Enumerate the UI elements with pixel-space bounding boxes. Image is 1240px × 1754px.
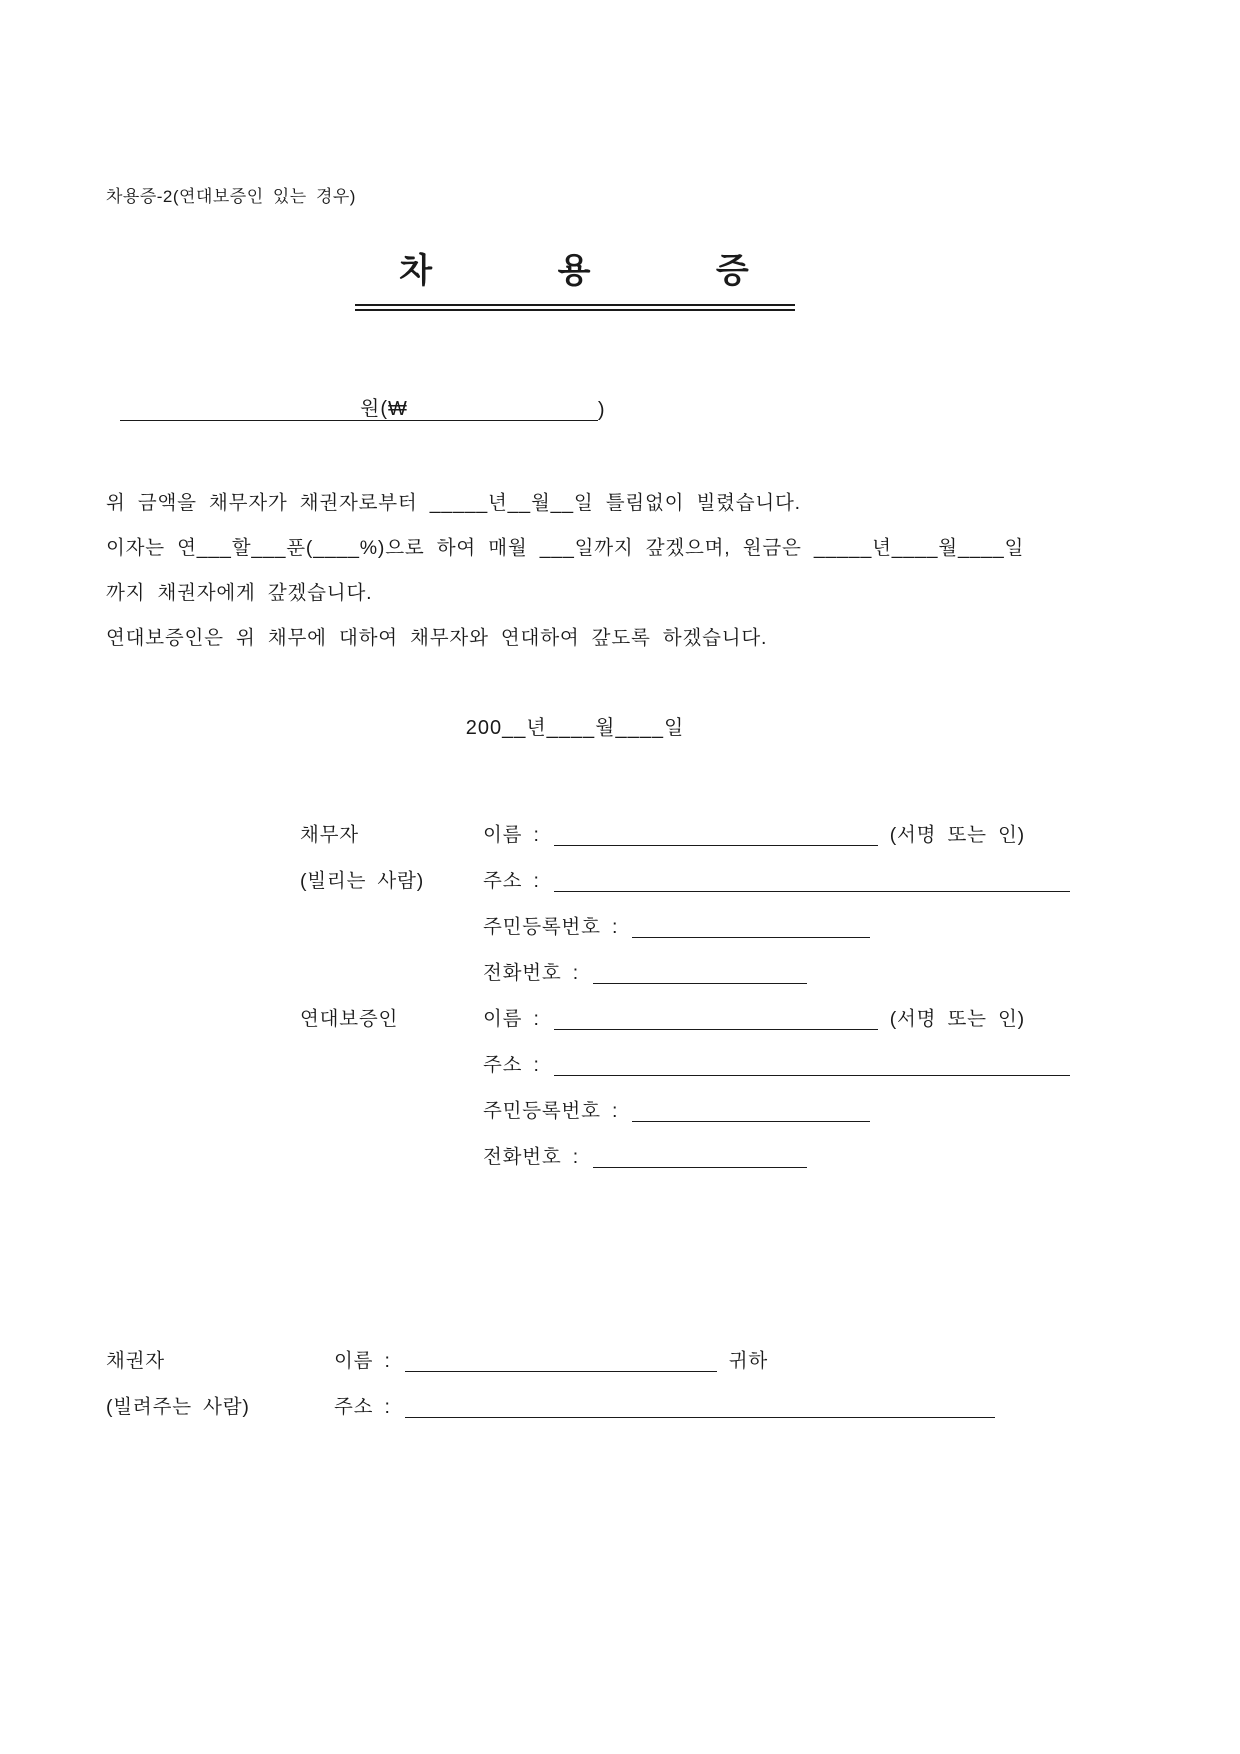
debtor-name-row	[0, 800, 1240, 846]
guarantor-rrn-row	[0, 1076, 1240, 1122]
title-section	[0, 243, 1240, 311]
body-line-1: 위 금액을 채무자가 채권자로부터 _____년__월__일 틀림없이 빌렸습니다.	[106, 492, 801, 514]
signature-note: (서명 또는 인)	[889, 1007, 1025, 1030]
guarantor-name-row	[0, 984, 1240, 1030]
amount-blank-field	[120, 419, 360, 420]
address-blank-field	[554, 1049, 1070, 1076]
creditor-address-row	[0, 1372, 1240, 1418]
guarantor-address-row	[0, 1030, 1240, 1076]
field-label-rrn: 주민등록번호 :	[483, 915, 619, 938]
rrn-blank-field	[632, 911, 870, 938]
party-label-debtor: 채무자	[300, 823, 359, 846]
field-label-name: 이름 :	[483, 823, 540, 846]
debtor-rrn-row	[0, 892, 1240, 938]
name-blank-field	[554, 1003, 878, 1030]
amount-line	[120, 391, 1240, 421]
field-label-address: 주소 :	[483, 1053, 540, 1076]
body-line-4: 연대보증인은 위 채무에 대하여 채무자와 연대하여 갚도록 하겠습니다.	[106, 627, 768, 649]
field-label-rrn: 주민등록번호 :	[483, 1099, 619, 1122]
honorific-label: 귀하	[728, 1349, 768, 1372]
party-label-guarantor: 연대보증인	[300, 1007, 399, 1030]
field-label-phone: 전화번호 :	[483, 961, 579, 984]
date-line: 200__년____월____일	[465, 717, 685, 739]
amount-underline	[120, 390, 598, 421]
signature-section	[0, 800, 1240, 1168]
amount-won-blank-field	[408, 419, 598, 420]
field-label-name: 이름 :	[334, 1349, 391, 1372]
page-title: 차 용 증	[355, 243, 794, 311]
doc-type-label: 차용증-2(연대보증인 있는 경우)	[106, 187, 356, 206]
phone-blank-field	[593, 957, 807, 984]
debtor-phone-row	[0, 938, 1240, 984]
guarantor-phone-row	[0, 1122, 1240, 1168]
close-paren: )	[597, 399, 605, 421]
body-line-2: 이자는 연___할___푼(____%)으로 하여 매월 ___일까지 갚겠으며, 원금은 _____년____월____일	[106, 537, 1025, 559]
creditor-name-row	[0, 1326, 1240, 1372]
name-blank-field	[405, 1345, 717, 1372]
field-label-name: 이름 :	[483, 1007, 540, 1030]
signature-note: (서명 또는 인)	[889, 823, 1025, 846]
currency-unit-label: 원(₩	[360, 398, 408, 420]
body-paragraph	[106, 481, 1140, 661]
field-label-address: 주소 :	[334, 1395, 391, 1418]
party-label-creditor: 채권자	[106, 1349, 165, 1372]
body-line-3: 까지 채권자에게 갚겠습니다.	[106, 582, 373, 604]
party-sublabel-creditor: (빌려주는 사람)	[106, 1395, 250, 1418]
address-blank-field	[405, 1391, 995, 1418]
address-blank-field	[554, 865, 1070, 892]
debtor-address-row	[0, 846, 1240, 892]
phone-blank-field	[593, 1141, 807, 1168]
field-label-address: 주소 :	[483, 869, 540, 892]
creditor-section	[0, 1326, 1240, 1418]
rrn-blank-field	[632, 1095, 870, 1122]
field-label-phone: 전화번호 :	[483, 1145, 579, 1168]
party-sublabel-debtor: (빌리는 사람)	[300, 869, 424, 892]
name-blank-field	[554, 819, 878, 846]
